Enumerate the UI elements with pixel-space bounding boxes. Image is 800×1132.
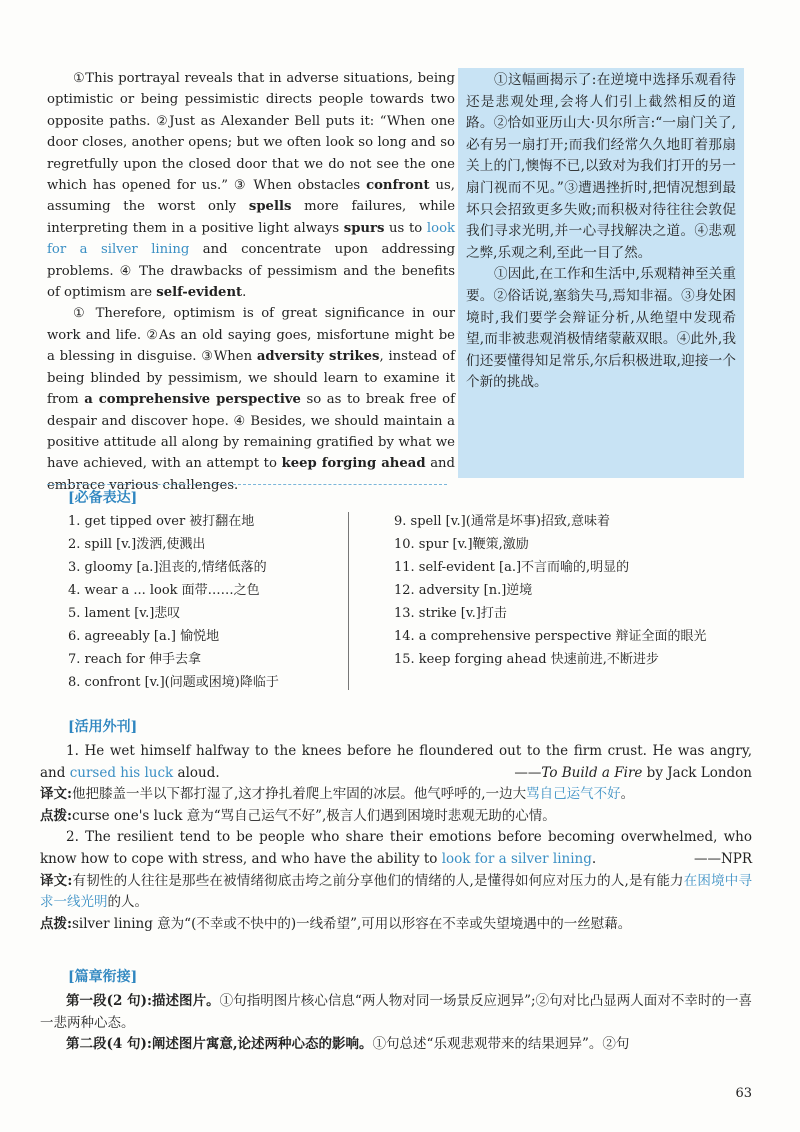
page-number: 63	[735, 1086, 752, 1101]
expression-item: 14. a comprehensive perspective 辩证全面的眼光	[394, 629, 707, 644]
expression-item: 7. reach for 伸手去拿	[68, 652, 201, 667]
highlight-phrase: look for a silver lining	[47, 220, 455, 258]
keyword: spurs	[343, 220, 385, 236]
structure-paragraph-1: 第一段(2 句):描述图片。①句指明图片核心信息“两人物对同一场景反应迥异”;②句对比凸显两人面对不幸时的一喜一悲两种心态。	[40, 993, 752, 1031]
usage-section	[40, 741, 752, 935]
expression-item: 9. spell [v.](通常是坏事)招致,意味着	[394, 514, 611, 529]
source-citation: ——NPR	[693, 850, 752, 867]
expressions-heading: [必备表达]	[68, 490, 138, 506]
structure-heading: [篇章衔接]	[68, 969, 138, 985]
usage-translation-2: 译文:有韧性的人往往是那些在被情绪彻底击垮之前分享他们的情绪的人,是懂得如何应对压力的人,是有能力在困境中寻求一线光明的人。	[40, 872, 752, 911]
expression-item: 11. self-evident [a.]不言而喻的,明显的	[394, 560, 630, 575]
expression-item: 13. strike [v.]打击	[394, 606, 507, 621]
keyword: adversity strikes	[256, 349, 380, 365]
usage-translation-1: 译文:他把膝盖一半以下都打湿了,这才挣扎着爬上牢固的冰层。他气呼呼的,一边大骂自己运气不好。	[40, 786, 635, 803]
keyword: confront	[366, 178, 430, 194]
keyword: keep forging ahead	[281, 456, 426, 472]
chinese-paragraph-2: ①因此,在工作和生活中,乐观精神至关重要。②俗话说,塞翁失马,焉知非福。③身处困境时,我们要学会辩证分析,从绝望中发现希望,而非被悲观消极情绪蒙蔽双眼。④此外,我们还要懂得知足常乐,尔后积极进取,迎接一个个新的挑战。	[466, 266, 736, 391]
column-divider	[348, 512, 349, 690]
usage-heading: [活用外刊]	[68, 719, 138, 735]
expression-item: 10. spur [v.]鞭策,激励	[394, 537, 529, 552]
chinese-paragraph-1: ①这幅画揭示了:在逆境中选择乐观看待还是悲观处理,会将人们引上截然相反的道路。②恰如亚历山大·贝尔所言:“一扇门关了,必有另一扇打开;而我们经常久久地盯着那扇关上的门,懊悔不已,以致对为我们打开的另一扇门视而不见。”③遭遇挫折时,把情况想到最坏只会招致更多失败;而积极对待往往会敦促我们寻求光明,并一心寻找解决之道。④悲观之弊,乐观之利,至此一目了然。	[466, 72, 736, 261]
expression-item: 8. confront [v.](问题或困境)降临于	[68, 675, 279, 690]
keyword: spells	[248, 199, 292, 215]
source-citation: ——To Build a Fire by Jack London	[514, 764, 752, 781]
english-passage	[47, 68, 455, 496]
expression-item: 12. adversity [n.]逆境	[394, 583, 533, 598]
chinese-translation-box	[458, 68, 744, 478]
english-paragraph-1: ①This portrayal reveals that in adverse situations, being optimistic or being pessimistic directs people towards two opposite paths. ②Just as Alexander Bell puts it: “When one door closes, another opens; but we often look so long and so regretfully upon the closed door that we do not see the one which has opened for us.” ③ When obstacles confront us, assuming the worst only spells more failures, while interpreting them in a positive light always spurs us to look for a silver lining and concentrate upon addressing problems. ④ The drawbacks of pessimism and the benefits of optimism are self-evident.	[47, 71, 456, 301]
expression-item: 2. spill [v.]泼洒,使溅出	[68, 537, 206, 552]
section-divider	[47, 484, 447, 485]
expressions-right-column	[394, 510, 707, 671]
expression-item: 6. agreeably [a.] 愉悦地	[68, 629, 220, 644]
expressions-left-column	[68, 510, 279, 694]
expression-item: 4. wear a ... look 面带……之色	[68, 583, 260, 598]
english-paragraph-2: ① Therefore, optimism is of great significance in our work and life. ②As an old saying goes, misfortune might be a blessing in disguise. ③When adversity strikes, instead of being blinded by pessimism, we should learn to examine it from a comprehensive perspective so as to break free of despair and discover hope. ④ Besides, we should maintain a positive attitude all along by remaining gratified by what we have achieved, with an attempt to keep forging ahead and embrace various challenges.	[47, 306, 455, 493]
structure-section	[40, 991, 752, 1056]
usage-tip-2: 点拨:silver lining 意为“(不幸或不快中的)一线希望”,可用以形容在不幸或失望境遇中的一丝慰藉。	[40, 915, 632, 932]
expression-item: 15. keep forging ahead 快速前进,不断进步	[394, 652, 659, 667]
keyword: a comprehensive perspective	[84, 392, 301, 408]
expression-item: 3. gloomy [a.]沮丧的,情绪低落的	[68, 560, 267, 575]
keyword: self-evident	[156, 285, 243, 301]
usage-example-2: 2. The resilient tend to be people who share their emotions before becoming overwhelmed, who know how to cope with stress, and who have the ability to look for a silver lining. ——NPR	[40, 827, 752, 870]
expression-item: 5. lament [v.]悲叹	[68, 606, 181, 621]
usage-example-1: 1. He wet himself halfway to the knees before he floundered out to the firm crust. He was angry, and cursed his luck aloud. ——To Build a Fire by Jack London	[40, 741, 752, 784]
usage-tip-1: 点拨:curse one's luck 意为“骂自己运气不好”,极言人们遇到困境时悲观无助的心情。	[40, 807, 556, 824]
expression-item: 1. get tipped over 被打翻在地	[68, 514, 255, 529]
structure-paragraph-2: 第二段(4 句):阐述图片寓意,论述两种心态的影响。①句总述“乐观悲观带来的结果迥异”。②句	[66, 1036, 630, 1053]
